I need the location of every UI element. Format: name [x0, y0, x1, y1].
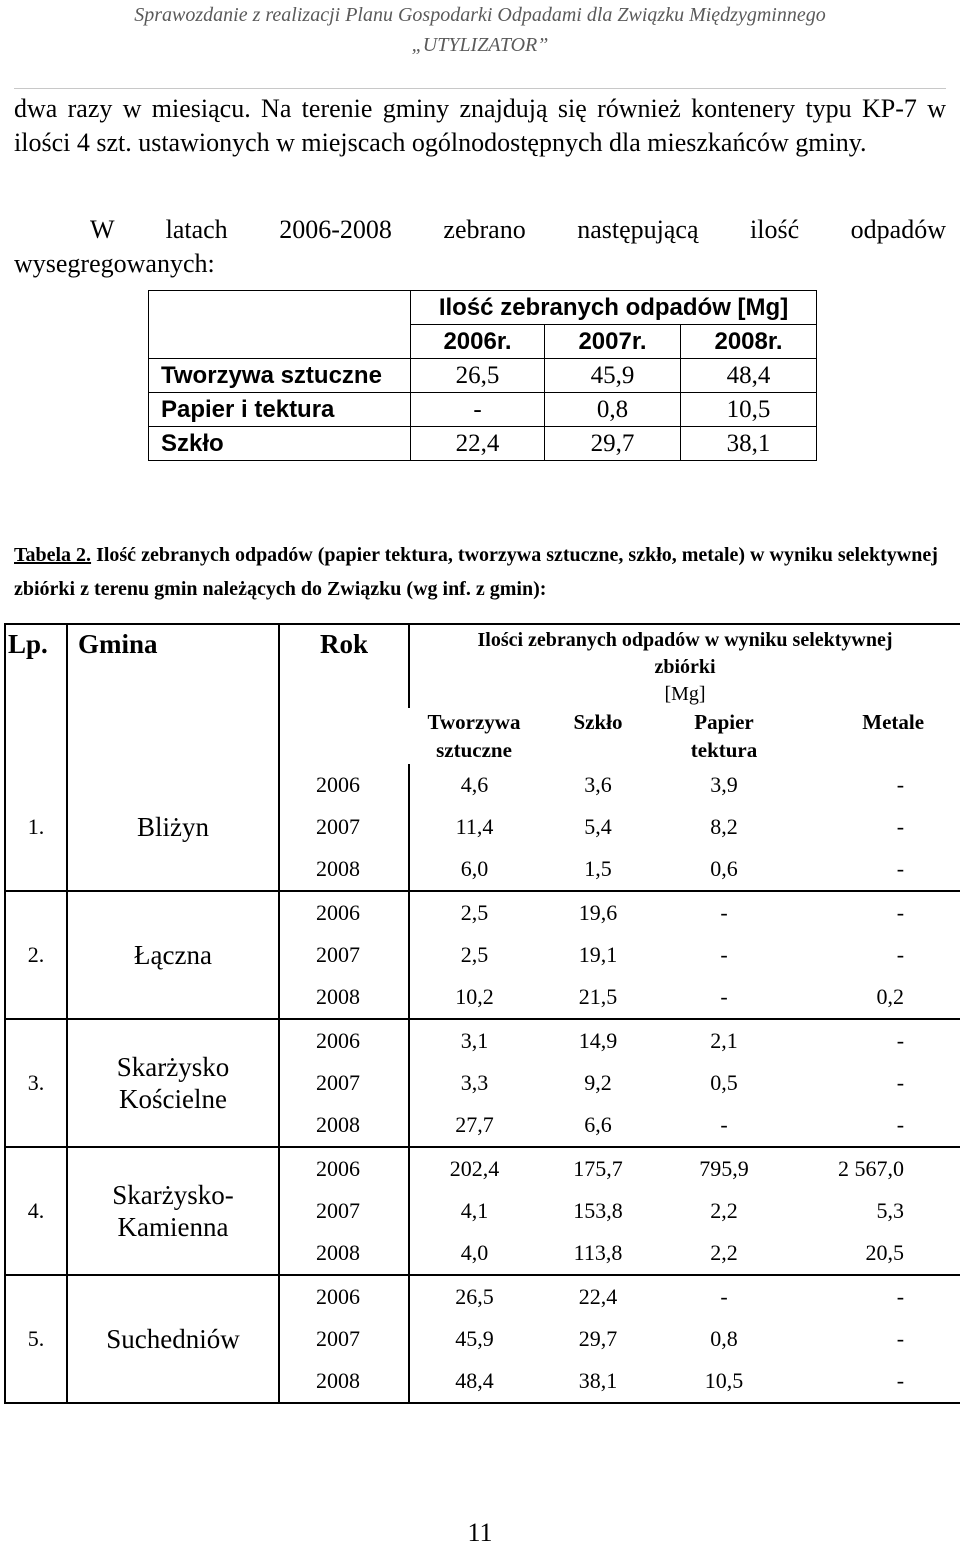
- header-rok: Rok: [279, 624, 409, 764]
- row-value: 2 567,0: [791, 1147, 960, 1190]
- row-value: -: [720, 942, 728, 967]
- row-value: 4,6: [409, 764, 539, 806]
- row-value: 4,1: [409, 1190, 539, 1232]
- row-year: 2006: [279, 1147, 409, 1190]
- row-gmina: [67, 891, 279, 1019]
- row-value: 10,2: [409, 976, 539, 1019]
- summary-row-label: Tworzywa sztuczne: [149, 359, 411, 393]
- row-gmina-line: Kościelne: [119, 1084, 227, 1114]
- row-value: 202,4: [409, 1147, 539, 1190]
- summary-cell: 0,8: [545, 393, 681, 427]
- table-row: [5, 1275, 960, 1318]
- summary-table-header: Ilość zebranych odpadów [Mg]: [411, 291, 817, 325]
- summary-cell: 48,4: [681, 359, 817, 393]
- row-value: -: [791, 1360, 960, 1403]
- row-value: -: [720, 984, 728, 1009]
- table-header-row: [5, 624, 960, 708]
- paragraph-2: [14, 213, 946, 281]
- row-value: 2,2: [710, 1240, 738, 1265]
- header-subtitle: „UTYLIZATOR”: [411, 34, 549, 56]
- table-row: [5, 1147, 960, 1190]
- header-col-plastics-line: Tworzywa: [427, 710, 521, 734]
- row-value: 38,1: [539, 1360, 657, 1403]
- row-value: 1,5: [584, 856, 612, 881]
- paragraph-2-line-2: wysegregowanych:: [14, 249, 215, 278]
- caption-table-label: Tabela 2.: [14, 544, 92, 566]
- row-value: -: [791, 1275, 960, 1318]
- row-value: 5,3: [791, 1190, 960, 1232]
- row-year: 2008: [279, 1232, 409, 1275]
- row-lp: 4.: [5, 1147, 67, 1275]
- row-value: 19,6: [539, 891, 657, 934]
- row-value: 4,0: [409, 1232, 539, 1275]
- row-value: -: [791, 891, 960, 934]
- row-value: 5,4: [584, 814, 612, 839]
- summary-cell: -: [411, 393, 545, 427]
- header-col-plastics: [409, 708, 539, 764]
- row-value: 2,5: [409, 934, 539, 976]
- header-col-paper-line: Papier: [694, 710, 754, 734]
- row-year: 2006: [279, 891, 409, 934]
- row-value: 9,2: [584, 1070, 612, 1095]
- summary-cell: 45,9: [545, 359, 681, 393]
- waste-collection-table: [4, 623, 960, 1404]
- row-gmina: [67, 1019, 279, 1147]
- row-lp: 3.: [5, 1019, 67, 1147]
- page-number: 11: [467, 1518, 493, 1547]
- row-value: 29,7: [578, 1326, 618, 1351]
- row-value: -: [657, 1275, 791, 1318]
- table-row: [5, 764, 960, 806]
- header-group-line: zbiórki: [654, 656, 716, 678]
- summary-cell: 38,1: [681, 427, 817, 461]
- row-lp: 5.: [5, 1275, 67, 1403]
- header-title: Sprawozdanie z realizacji Planu Gospodarki Odpadami dla Związku Międzygminnego: [134, 4, 826, 26]
- row-value: 0,6: [710, 856, 738, 881]
- row-gmina-line: Skarżysko: [116, 1052, 230, 1082]
- header-col-metals: Metale: [791, 708, 960, 764]
- row-value: 795,9: [657, 1147, 791, 1190]
- row-value: 175,7: [539, 1147, 657, 1190]
- row-value: 14,9: [539, 1019, 657, 1062]
- row-value: 11,4: [409, 806, 539, 848]
- header-lp: Lp.: [5, 624, 67, 764]
- summary-cell: 29,7: [545, 427, 681, 461]
- row-value: 113,8: [573, 1240, 623, 1265]
- row-value: 6,0: [409, 848, 539, 891]
- row-gmina-line: Łączna: [134, 940, 212, 970]
- row-gmina-line: Bliżyn: [137, 812, 209, 842]
- row-value: 10,5: [657, 1360, 791, 1403]
- header-divider: [14, 88, 946, 89]
- row-year: 2006: [279, 1275, 409, 1318]
- header-col-plastics-line: sztuczne: [436, 738, 512, 762]
- row-value: 0,5: [710, 1070, 738, 1095]
- summary-row: [149, 427, 817, 461]
- row-value: 2,1: [657, 1019, 791, 1062]
- header-col-paper: [657, 708, 791, 764]
- row-gmina-line: Skarżysko-: [112, 1180, 234, 1210]
- row-value: 8,2: [710, 814, 738, 839]
- row-value: 27,7: [409, 1104, 539, 1147]
- row-year: 2008: [279, 1360, 409, 1403]
- row-value: 20,5: [791, 1232, 960, 1275]
- header-gmina: Gmina: [67, 624, 279, 764]
- row-value: 3,3: [409, 1062, 539, 1104]
- row-lp: 2.: [5, 891, 67, 1019]
- row-value: -: [657, 891, 791, 934]
- row-value: 45,9: [409, 1318, 539, 1360]
- header-group: [409, 624, 960, 708]
- summary-year: 2007r.: [545, 325, 681, 359]
- row-value: 2,2: [710, 1198, 738, 1223]
- row-value: 19,1: [578, 942, 618, 967]
- summary-year: 2006r.: [411, 325, 545, 359]
- row-value: 0,2: [791, 976, 960, 1019]
- row-year: 2006: [279, 764, 409, 806]
- row-value: 0,8: [710, 1326, 738, 1351]
- summary-row-label: Papier i tektura: [149, 393, 411, 427]
- row-value: 3,1: [409, 1019, 539, 1062]
- header-group-unit: [Mg]: [664, 683, 706, 705]
- row-value: -: [791, 848, 960, 891]
- summary-table: [148, 290, 817, 461]
- row-year: 2007: [279, 1318, 409, 1360]
- row-gmina-line: Suchedniów: [106, 1324, 240, 1354]
- row-value: -: [791, 1104, 960, 1147]
- row-value: 26,5: [409, 1275, 539, 1318]
- row-value: -: [791, 764, 960, 806]
- row-value: -: [791, 1019, 960, 1062]
- row-year: 2008: [279, 976, 409, 1019]
- row-value: 153,8: [573, 1198, 623, 1223]
- paragraph-1: dwa razy w miesiącu. Na terenie gminy znajdują się również kontenery typu KP-7 w ilości 4 szt. ustawionych w miejscach ogólnodostępnych dla mieszkańców gminy.: [14, 94, 946, 157]
- header-group-line: Ilości zebranych odpadów w wyniku selektywnej: [477, 629, 893, 651]
- row-year: 2008: [279, 1104, 409, 1147]
- row-year: 2007: [279, 934, 409, 976]
- header-col-paper-line: tektura: [690, 738, 758, 762]
- header-col-glass: Szkło: [573, 710, 623, 734]
- table-row: [5, 1019, 960, 1062]
- row-value: 22,4: [539, 1275, 657, 1318]
- row-gmina: [67, 1275, 279, 1403]
- summary-row-label: Szkło: [149, 427, 411, 461]
- row-value: 2,5: [409, 891, 539, 934]
- row-value: 3,6: [584, 772, 612, 797]
- row-year: 2007: [279, 1190, 409, 1232]
- row-value: 6,6: [584, 1112, 612, 1137]
- caption-text: Ilość zebranych odpadów (papier tektura, tworzywa sztuczne, szkło, metale) w wyniku selektywnej zbiórki z terenu gmin należących do Związku (wg inf. z gmin):: [14, 544, 938, 600]
- row-value: -: [791, 1062, 960, 1104]
- row-lp: 1.: [5, 764, 67, 891]
- paragraph-2-line-1: W latach 2006-2008 zebrano następującą ilość odpadów: [90, 215, 946, 244]
- row-value: 3,9: [710, 772, 738, 797]
- row-value: -: [791, 806, 960, 848]
- row-year: 2007: [279, 806, 409, 848]
- summary-table-corner: [149, 291, 411, 359]
- row-value: -: [720, 1112, 728, 1137]
- row-value: 21,5: [578, 984, 618, 1009]
- table-row: [5, 891, 960, 934]
- document-header: [0, 0, 960, 60]
- row-value: -: [791, 934, 960, 976]
- row-gmina-line: Kamienna: [117, 1212, 229, 1242]
- row-value: 48,4: [409, 1360, 539, 1403]
- summary-cell: 22,4: [411, 427, 545, 461]
- summary-row: [149, 393, 817, 427]
- summary-cell: 26,5: [411, 359, 545, 393]
- row-year: 2006: [279, 1019, 409, 1062]
- summary-cell: 10,5: [681, 393, 817, 427]
- row-value: -: [791, 1318, 960, 1360]
- row-gmina: [67, 1147, 279, 1275]
- row-gmina: [67, 764, 279, 891]
- summary-year: 2008r.: [681, 325, 817, 359]
- table-caption: [14, 538, 954, 606]
- row-year: 2007: [279, 1062, 409, 1104]
- row-year: 2008: [279, 848, 409, 891]
- summary-row: [149, 359, 817, 393]
